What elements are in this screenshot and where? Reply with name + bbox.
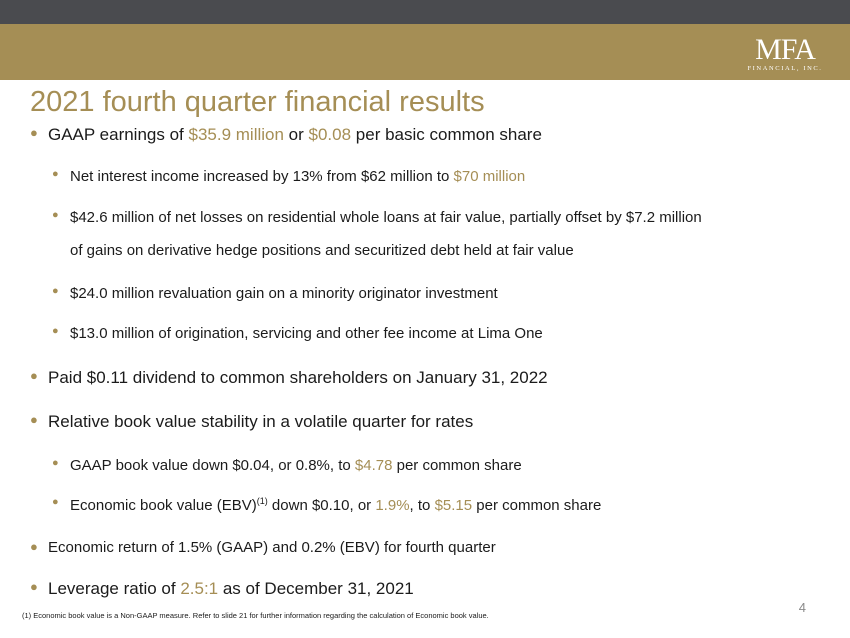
bullet-dot: ● [52, 285, 59, 297]
footnote-marker: (1) [256, 496, 268, 506]
text-part: GAAP earnings of [48, 125, 189, 144]
page-number: 4 [798, 600, 806, 615]
highlight-value: $5.15 [434, 497, 473, 514]
text-part: per common share [392, 457, 522, 474]
bullet-economic-return [30, 539, 496, 556]
logo-mark: MFA [755, 33, 815, 66]
highlight-value: 1.9% [375, 497, 410, 514]
highlight-value: $35.9 million [188, 125, 284, 144]
bullet-text: $42.6 million of net losses on residential whole loans at fair value, partially offset by $7.2 million [70, 209, 702, 226]
text-part: or [283, 125, 309, 144]
text-part: down $0.10, or [267, 497, 376, 514]
bullet-dot: ● [52, 457, 59, 469]
bullet-dot: ● [30, 125, 38, 140]
highlight-value: $4.78 [354, 457, 393, 474]
bullet-leverage-ratio [30, 579, 414, 599]
bullet-dot: ● [30, 412, 38, 427]
text-part: Economic book value (EBV) [70, 497, 257, 514]
bullet-text [70, 168, 525, 185]
bullet-dot: ● [52, 168, 59, 180]
slide-title: 2021 fourth quarter financial results [30, 86, 485, 118]
highlight-value: $0.08 [308, 125, 352, 144]
bullet-text [70, 497, 601, 514]
bullet-dot: ● [52, 209, 59, 221]
highlight-value: 2.5:1 [180, 579, 219, 598]
bullet-book-value-stability [30, 412, 473, 432]
text-part: per basic common share [351, 125, 542, 144]
bullet-text: Paid $0.11 dividend to common shareholders on January 31, 2022 [48, 368, 548, 387]
logo-subtitle: FINANCIAL, INC. [747, 65, 823, 72]
subbullet-net-losses-continued: of gains on derivative hedge positions and securitized debt held at fair value [70, 242, 574, 259]
subbullet-net-losses [52, 209, 702, 226]
subbullet-economic-book-value [52, 496, 601, 514]
bullet-text: Relative book value stability in a volatile quarter for rates [48, 412, 474, 431]
bullet-text [70, 457, 522, 474]
text-part: per common share [472, 497, 602, 514]
bullet-text: $24.0 million revaluation gain on a minority originator investment [70, 285, 498, 302]
bullet-dot: ● [30, 579, 38, 594]
bullet-gaap-earnings [30, 125, 542, 145]
text-part: as of December 31, 2021 [218, 579, 414, 598]
bullet-text [48, 579, 414, 598]
subbullet-net-interest-income [52, 168, 525, 185]
text-part: , to [409, 497, 435, 514]
subbullet-gaap-book-value [52, 457, 522, 474]
bullet-dot: ● [52, 496, 59, 508]
footnote: (1) Economic book value is a Non-GAAP measure. Refer to slide 21 for further information regarding the calculation of Economic book value. [22, 611, 489, 620]
text-part: GAAP book value down $0.04, or 0.8%, to [70, 457, 355, 474]
bullet-dot: ● [52, 325, 59, 337]
bullet-text [48, 125, 542, 144]
subbullet-revaluation-gain [52, 285, 498, 302]
bullet-dividend [30, 368, 548, 388]
bullet-text: $13.0 million of origination, servicing and other fee income at Lima One [70, 325, 543, 342]
subbullet-fee-income [52, 325, 543, 342]
text-part: Leverage ratio of [48, 579, 181, 598]
bullet-dot: ● [30, 539, 38, 554]
bullet-text: Economic return of 1.5% (GAAP) and 0.2% (EBV) for fourth quarter [48, 539, 496, 556]
bullet-dot: ● [30, 368, 38, 383]
highlight-value: $70 million [453, 168, 526, 185]
text-part: Net interest income increased by 13% from $62 million to [70, 168, 454, 185]
